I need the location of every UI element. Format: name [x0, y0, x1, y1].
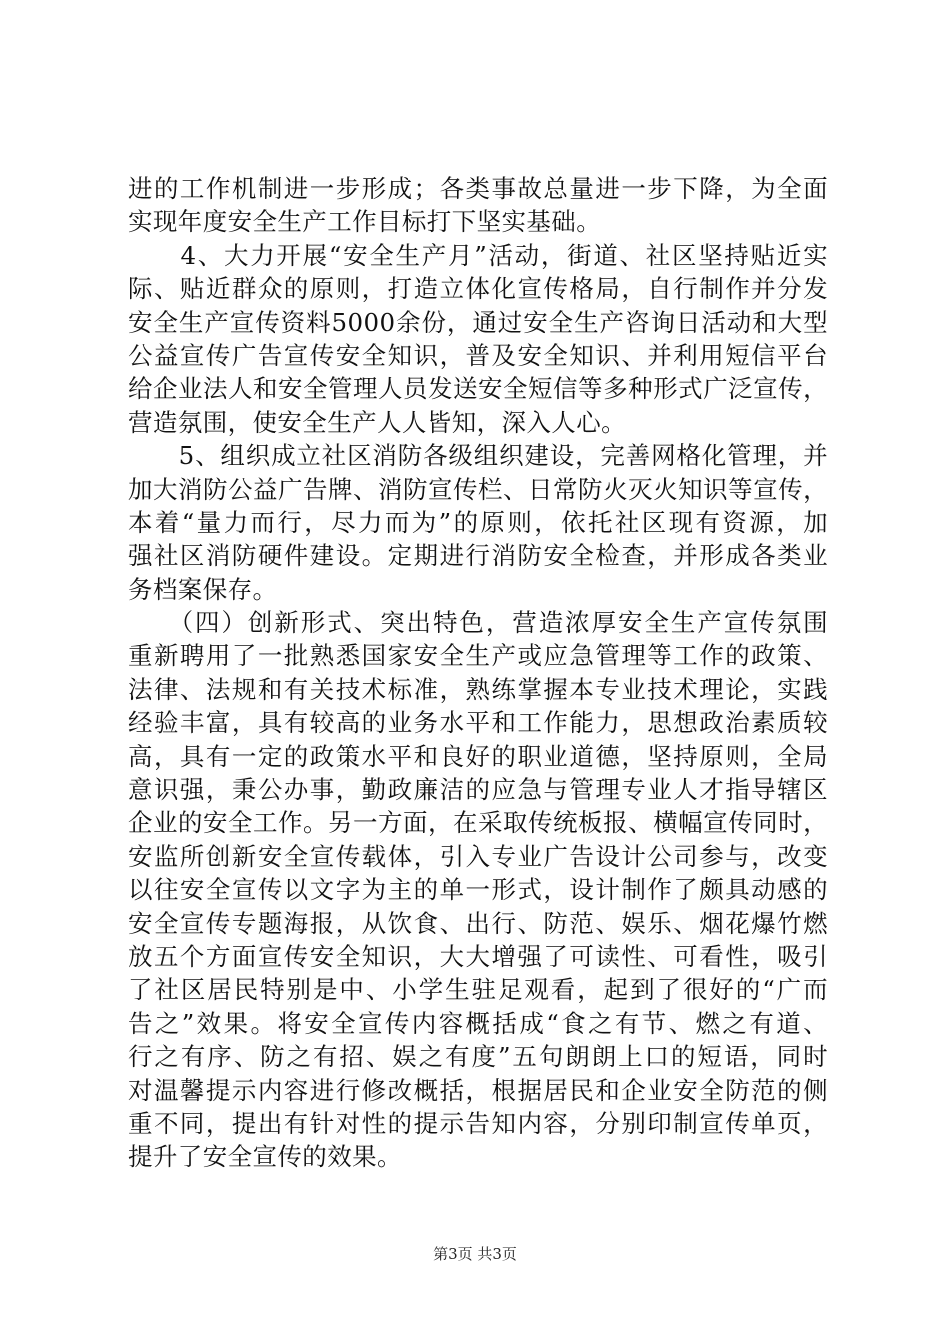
text-line: 4、大力开展“安全生产月”活动，街道、社区坚持贴近实 [128, 240, 828, 270]
document-body [128, 172, 828, 1174]
text-line: 实现年度安全生产工作目标打下坚实基础。 [128, 207, 602, 237]
text-line: 际、贴近群众的原则，打造立体化宣传格局，自行制作并分发 [128, 274, 828, 304]
text-line: 重不同，提出有针对性的提示告知内容，分别印制宣传单页， [128, 1108, 828, 1138]
text-line: 加大消防公益广告牌、消防宣传栏、日常防火灭火知识等宣传， [128, 474, 828, 504]
text-line: 进的工作机制进一步形成；各类事故总量进一步下降，为全面 [128, 174, 828, 203]
text-line: 对温馨提示内容进行修改概括，根据居民和企业安全防范的侧 [128, 1075, 828, 1105]
text-line: 意识强，秉公办事，勤政廉洁的应急与管理专业人才指导辖区 [128, 775, 828, 805]
text-line: 本着“量力而行，尽力而为”的原则，依托社区现有资源，加 [128, 507, 828, 537]
text-line: 给企业法人和安全管理人员发送安全短信等多种形式广泛宣传， [128, 374, 828, 404]
text-line: 经验丰富，具有较高的业务水平和工作能力，思想政治素质较 [128, 708, 828, 738]
text-line: 告之”效果。将安全宣传内容概括成“食之有节、燃之有道、 [128, 1008, 828, 1038]
text-line: 务档案保存。 [128, 574, 278, 604]
text-line: 5、组织成立社区消防各级组织建设，完善网格化管理，并 [128, 441, 828, 471]
text-line: 强社区消防硬件建设。定期进行消防安全检查，并形成各类业 [128, 541, 828, 571]
text-line: 了社区居民特别是中、小学生驻足观看，起到了很好的“广而 [128, 975, 828, 1005]
text-line: 安全生产宣传资料5000余份，通过安全生产咨询日活动和大型 [128, 307, 828, 337]
text-line: 安全宣传专题海报，从饮食、出行、防范、娱乐、烟花爆竹燃 [128, 908, 828, 938]
text-line: （四）创新形式、突出特色，营造浓厚安全生产宣传氛围 [128, 608, 828, 638]
text-line: 以往安全宣传以文字为主的单一形式，设计制作了颇具动感的 [128, 875, 828, 905]
text-line: 营造氛围，使安全生产人人皆知，深入人心。 [128, 407, 626, 437]
text-line: 公益宣传广告宣传安全知识，普及安全知识、并利用短信平台 [128, 340, 828, 370]
text-line: 法律、法规和有关技术标准，熟练掌握本专业技术理论，实践 [128, 674, 828, 704]
text-line: 重新聘用了一批熟悉国家安全生产或应急管理等工作的政策、 [128, 641, 828, 671]
text-line: 行之有序、防之有招、娱之有度”五句朗朗上口的短语，同时 [128, 1042, 828, 1072]
text-line: 企业的安全工作。另一方面，在采取传统板报、横幅宣传同时， [128, 808, 828, 838]
page-footer: 第3页 共3页 [433, 1245, 517, 1263]
text-line: 高，具有一定的政策水平和良好的职业道德，坚持原则，全局 [128, 741, 828, 771]
text-line: 放五个方面宣传安全知识，大大增强了可读性、可看性，吸引 [128, 941, 828, 971]
text-line: 安监所创新安全宣传载体，引入专业广告设计公司参与，改变 [128, 841, 828, 871]
text-line: 提升了安全宣传的效果。 [128, 1142, 402, 1172]
